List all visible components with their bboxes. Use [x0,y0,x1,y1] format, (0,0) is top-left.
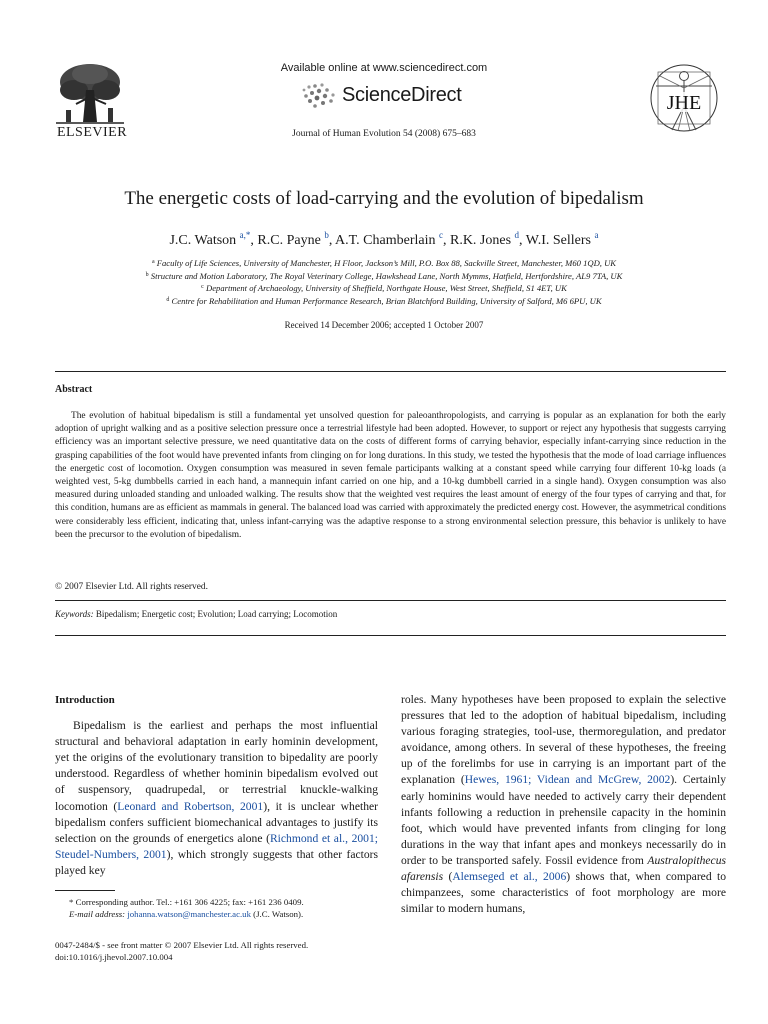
keywords-text: Bipedalism; Energetic cost; Evolution; Load carrying; Locomotion [95,609,338,619]
keywords [55,609,337,619]
author-affiliation-mark[interactable]: a,* [239,230,251,240]
footnote-email-line [55,908,378,920]
citation-link[interactable]: Alemseged et al., 2006 [452,870,567,884]
sciencedirect-dots-icon [298,82,342,110]
issn-doi-block [55,939,308,963]
jhe-logo-text: JHE [666,92,702,114]
publisher-name: ELSEVIER [56,125,128,140]
jhe-journal-logo [648,62,720,136]
body-text: ) shows that, when compared to chimpanzees, some characteristics of foot morphology are more similar to modern humans, [401,870,726,916]
author-separator: , [519,233,526,248]
corresponding-author-footnote [55,896,378,920]
citation-link[interactable]: Leonard and Robertson, 2001 [117,799,264,813]
received-dates: Received 14 December 2006; accepted 1 October 2007 [284,320,484,330]
author-name: R.C. Payne [257,233,321,248]
affiliation-text: Centre for Rehabilitation and Human Performance Research, Brian Blatchford Building, University of Salford, M6 6PU, UK [171,295,602,306]
affiliation-text: Department of Archaeology, University of Sheffield, Northgate House, West Street, Sheffield, S1 4ET, UK [206,283,567,293]
abstract-body: The evolution of habitual bipedalism is still a fundamental yet unsolved question for paleoanthropologists, and carrying is popular as an explanation for both the early adoption of upright walking and as a positive selection pressure once a terrestrial lifestyle had been adopted. However, to support or reject any hypothesis that suggests carrying efficiency was an important selective pressure, we need quantitative data on the costs of different forms of carrying behavior, especially infant-carrying since reduction in the grasping capabilities of the foot would have prevented infants from clinging on for long durations. In this study, we tested the hypothesis that the mode of load carriage influences the energetic cost of locomotion. Oxygen consumption was measured in seven female participants walking at a constant speed while carrying four different 10-kg loads (a weighted vest, 5-kg dumbbells carried in each hand, a mannequin infant carried on one hip, and a 10-kg dumbbell carried in a single hand). Oxygen consumption was also measured during unloaded standing and unloaded walking. The results show that the weighted vest requires the least amount of energy of the four types of carrying and that, for this condition, humans are as efficient as mammals in general. The balanced load was carried with approximately the predicted energy cost. However, the asymmetrical conditions were considerably less efficient, indicating that, unless infant-carrying was the adaptive response to a strong environmental selection pressure, this behavior is unlikely to have been the precursor to the evolution of bipedalism. [55,411,726,540]
affiliations [0,257,768,307]
affiliation-mark: b [145,271,149,278]
body-column-right [401,692,726,917]
author-separator: , [250,233,258,248]
affiliation-line [0,282,768,295]
journal-citation: Journal of Human Evolution 54 (2008) 675–683 [292,129,476,139]
citation-link[interactable]: Richmond et al., 2001; Steudel-Numbers, 2001 [55,831,378,861]
author-name: W.I. Sellers [525,233,591,248]
affiliation-line [0,257,768,270]
body-text: ), which strongly suggests that other factors played key [55,847,379,877]
author-separator: , [328,233,336,248]
keywords-label: Keywords: [55,609,94,619]
affiliation-text: Structure and Motion Laboratory, The Royal Veterinary College, Hawkshead Lane, North Mymms, Hatfield, Hertfordshire, AL9 7TA, UK [150,270,623,281]
affiliation-mark: d [166,296,170,303]
paper-title: The energetic costs of load-carrying and the evolution of bipedalism [124,188,644,209]
affiliation-text: Faculty of Life Sciences, University of Manchester, H Floor, Jackson’s Mill, P.O. Box 88, Sackville Street, Manchester, M60 1QD, UK [156,258,617,268]
abstract-top-rule [55,371,726,372]
author-affiliation-mark[interactable]: c [438,230,443,240]
citation-link[interactable]: Hewes, 1961; Videan and McGrew, 2002 [464,773,671,787]
sciencedirect-logo [298,82,498,112]
author-list [0,230,768,249]
affiliation-mark: a [151,259,155,265]
affiliation-line [0,295,768,308]
email-label: E-mail address: [69,909,126,919]
footnote-rule [55,890,115,891]
section-heading-introduction: Introduction [55,694,115,706]
author-affiliation-mark[interactable]: d [514,230,520,240]
author-name: R.K. Jones [449,233,512,248]
body-text: roles. Many hypotheses have been proposed to explain the selective pressures that led to the adoption of habitual bipedalism, including various foraging strategies, tool-use, thermoregulation, and predator avoidance, among others. In several of these hypotheses, the freeing up of the forelimbs for use in carrying is an important part of the explanation ( [401,693,726,787]
body-paragraph [55,718,378,879]
keywords-bottom-rule [55,635,726,636]
author-name: J.C. Watson [169,233,237,248]
body-paragraph [401,692,726,917]
author-affiliation-mark[interactable]: b [324,230,329,240]
body-column-left [55,692,378,879]
email-suffix: (J.C. Watson). [250,909,304,919]
species-name: Australopithecus afarensis [401,853,726,884]
body-text: ), it is unclear whether bipedalism confers sufficient biomechanical advantages to justify its selection on the grounds of energetics alone ( [55,799,378,845]
body-text: ( [443,870,453,884]
sciencedirect-wordmark: ScienceDirect [342,84,462,106]
keywords-top-rule [55,600,726,601]
email-link[interactable]: johanna.watson@manchester.ac.uk [127,909,251,919]
author-affiliation-mark[interactable]: a [594,230,599,240]
available-online-text: Available online at www.sciencedirect.com [280,62,488,74]
footnote-contact: * Corresponding author. Tel.: +161 306 4225; fax: +161 236 0409. [69,897,304,907]
affiliation-mark: c [201,284,204,290]
doi-line[interactable]: doi:10.1016/j.jhevol.2007.10.004 [55,952,173,962]
abstract-copyright: © 2007 Elsevier Ltd. All rights reserved. [55,582,208,592]
body-text: ). Certainly early hominins would have needed to actively carry their dependent infants following a reduction in prehensile capacity in the hominin foot, which would have prevented infants from clinging for long durations in the way that infant apes and monkeys necessarily do in order to be transported safely. Fossil evidence from [401,773,726,867]
author-separator: , [442,233,450,248]
issn-line: 0047-2484/$ - see front matter © 2007 Elsevier Ltd. All rights reserved. [55,940,309,950]
author-name: A.T. Chamberlain [335,233,436,248]
body-text: Bipedalism is the earliest and perhaps the most influential structural and behavioral adaptation in early hominin development, yet the origins of the evolutionary transition to bipedality are poorly understood. Regardless of whether hominin bipedalism evolved out of suspensory, quadrupedal, or terrestrial knuckle-walking locomotion ( [55,719,378,813]
abstract-heading: Abstract [55,384,93,395]
affiliation-line [0,270,768,283]
